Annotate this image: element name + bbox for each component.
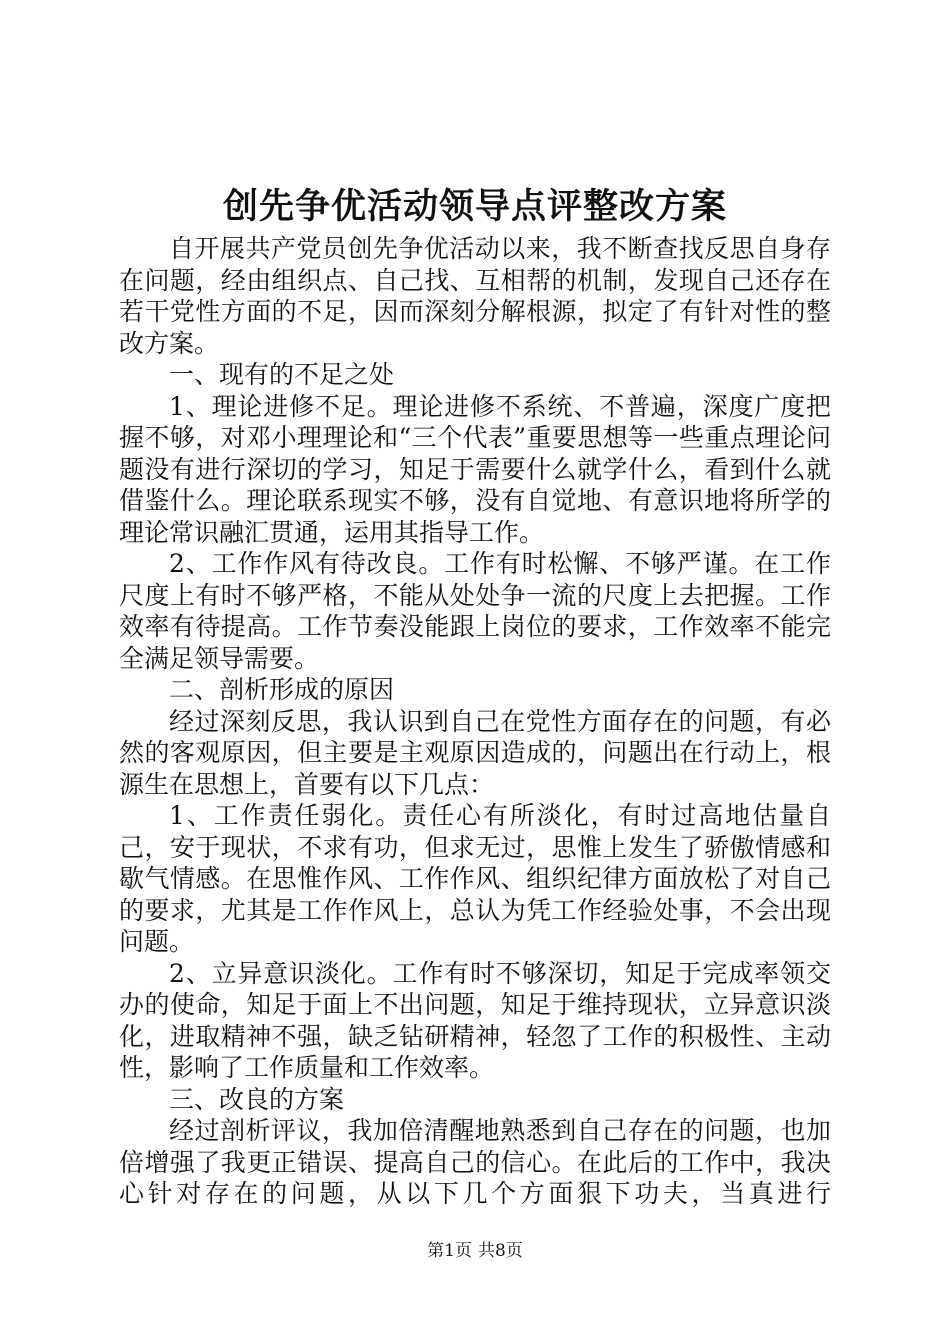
page-number: 第1页: [427, 1241, 472, 1261]
document-title: 创先争优活动领导点评整改方案: [222, 186, 727, 227]
body-paragraph: 经过深刻反思，我认识到自己在党性方面存在的问题，有必然的客观原因，但主要是主观原因造成的，问题出在行动上，根源生在思想上，首要有以下几点：: [119, 706, 831, 799]
page-total: 共8页: [478, 1241, 523, 1261]
body-paragraph: 1、工作责任弱化。责任心有所淡化，有时过高地估量自己，安于现状，不求有功，但求无过，思惟上发生了骄傲情感和歇气情感。在思惟作风、工作作风、组织纪律方面放松了对自己的要求，尤其是工作作风上，总认为凭工作经验处事，不会出现问题。: [119, 801, 831, 956]
document-body: [119, 233, 831, 1210]
body-paragraph: 经过剖析评议，我加倍清醒地熟悉到自己存在的问题，也加倍增强了我更正错误、提高自己的信心。在此后的工作中，我决心针对存在的问题，从以下几个方面狠下功夫，当真进行: [119, 1116, 831, 1208]
section-heading-3: 三、改良的方案: [169, 1084, 345, 1114]
intro-paragraph: 自开展共产党员创先争优活动以来，我不断查找反思自身存在问题，经由组织点、自己找、互相帮的机制，发现自己还存在若干党性方面的不足，因而深刻分解根源，拟定了有针对性的整改方案。: [119, 234, 831, 358]
body-paragraph: 1、理论进修不足。理论进修不系统、不普遍，深度广度把握不够，对邓小理理论和“三个代表”重要思想等一些重点理论问题没有进行深切的学习，知足于需要什么就学什么，看到什么就借鉴什么。理论联系现实不够，没有自觉地、有意识地将所学的理论常识融汇贯通，运用其指导工作。: [119, 391, 831, 547]
body-paragraph: 2、立异意识淡化。工作有时不够深切，知足于完成率领交办的使命，知足于面上不出问题，知足于维持现状，立异意识淡化，进取精神不强，缺乏钻研精神，轻忽了工作的积极性、主动性，影响了工作质量和工作效率。: [119, 958, 831, 1082]
page-footer: [0, 1239, 950, 1263]
body-paragraph: 2、工作作风有待改良。工作有时松懈、不够严谨。在工作尺度上有时不够严格，不能从处处争一流的尺度上去把握。工作效率有待提高。工作节奏没能跟上岗位的要求，工作效率不能完全满足领导需要。: [119, 549, 831, 673]
section-heading-1: 一、现有的不足之处: [169, 360, 395, 389]
section-heading-2: 二、剖析形成的原因: [169, 675, 395, 704]
